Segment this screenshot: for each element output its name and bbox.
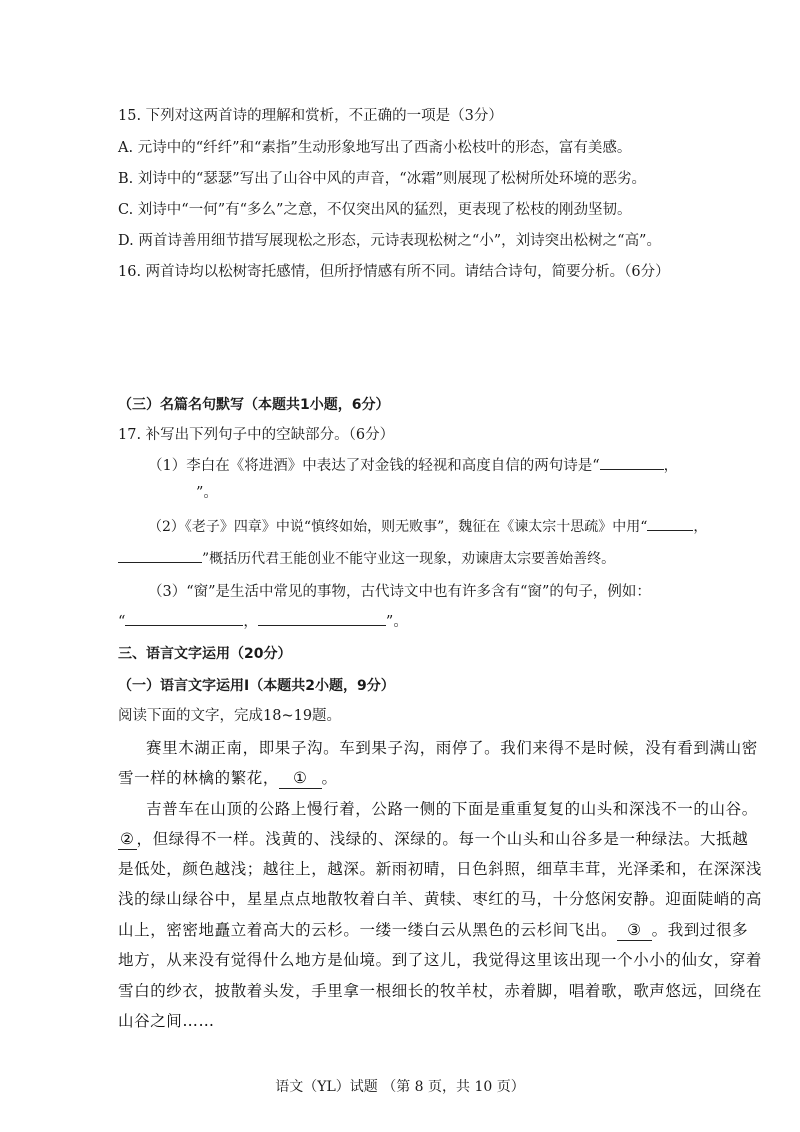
answer-blank[interactable] — [647, 516, 693, 531]
q15-option-a: A. 元诗中的“纤纤”和“素指”生动形象地写出了西斋小松枝叶的形态，富有美感。 — [118, 140, 632, 156]
q17-item-1-cont — [196, 483, 218, 503]
blank-marker-3: ③ — [617, 920, 652, 941]
q17-item-2-cont — [118, 548, 615, 569]
passage-line-2-text: 雪一样的林檎的繁花， — [118, 769, 280, 787]
q17-item-3-cont — [118, 611, 408, 632]
q17-item3-comma: ， — [243, 614, 258, 630]
passage-line-3: 吉普车在山顶的公路上慢行着，公路一侧的下面是重重复复的山头和深浅不一的山谷。 — [146, 800, 758, 818]
passage-line-9: 雪白的纱衣，披散着头发，手里拿一根细长的牧羊杖，赤着脚，唱着歌，歌声悠远，回绕在 — [118, 982, 763, 1000]
passage-line-2-end: 。 — [321, 769, 338, 787]
passage-line-7-end: 。我到过很多 — [651, 921, 749, 939]
q17-item2-rest: ”概括历代君王能创业不能守业这一现象，劝谏唐太宗要善始善终。 — [202, 551, 616, 567]
passage-line-2 — [118, 768, 338, 789]
passage-line-7-text: 山上，密密地矗立着高大的云杉。一缕一缕白云从黑色的云杉间飞出。 — [118, 921, 618, 939]
q17-item1-text: （1）李白在《将进酒》中表达了对金钱的轻视和高度自信的两句诗是“ — [148, 458, 600, 474]
answer-blank[interactable] — [600, 455, 664, 470]
q15-option-c: C. 刘诗中“一何”有“多么”之意，不仅突出风的猛烈，更表现了松枝的刚劲坚韧。 — [118, 202, 632, 218]
answer-blank[interactable] — [118, 548, 202, 563]
passage-line-7 — [118, 920, 748, 941]
q15-option-d: D. 两首诗善用细节措写展现松之形态，元诗表现松树之“小”，刘诗突出松树之“高”。 — [118, 233, 661, 249]
passage-line-4 — [118, 829, 748, 850]
q15-stem: 15. 下列对这两首诗的理解和赏析，不正确的一项是（3分） — [118, 108, 503, 124]
section-heading-dictation: （三）名篇名句默写（本题共1小题，6分） — [118, 397, 390, 413]
q17-item1-comma: ， — [663, 458, 679, 474]
answer-blank[interactable] — [125, 611, 243, 626]
passage-line-8: 地方，从来没有觉得什么地方是仙境。到了这儿，我觉得这里该出现一个小小的仙女，穿着 — [118, 951, 763, 969]
passage-line-1: 赛里木湖正南，即果子沟。车到果子沟，雨停了。我们来得不是时候，没有看到满山密 — [146, 739, 758, 757]
passage-line-10: 山谷之间…… — [118, 1012, 215, 1030]
passage-line-6: 浅的绿山绿谷中，星星点点地散牧着白羊、黄犊、枣红的马，十分悠闲安静。迎面陡峭的高 — [118, 890, 763, 908]
passage-line-5: 是低处，颜色越浅；越往上，越深。新雨初晴，日色斜照，细草丰茸，光泽柔和，在深深浅 — [118, 860, 763, 878]
q17-item1-close: ”。 — [196, 485, 218, 501]
q17-item2-comma: ， — [693, 519, 708, 535]
q17-item-3: （3）“窗”是生活中常见的事物，古代诗文中也有许多含有“窗”的句子，例如： — [148, 584, 651, 600]
reading-instruction: 阅读下面的文字，完成18~19题。 — [118, 708, 342, 724]
part-heading-language-use: 三、语言文字运用（20分） — [118, 646, 292, 662]
page-footer: 语文（YL）试题 （第 8 页，共 10 页） — [275, 1079, 525, 1095]
q16-stem: 16. 两首诗均以松树寄托感情，但所抒情感有所不同。请结合诗句，简要分析。（6分） — [118, 264, 670, 280]
q17-item3-open: “ — [118, 614, 126, 630]
q17-item2-text: （2）《老子》四章》中说“慎终如始，则无败事”，魏征在《谏太宗十思疏》中用“ — [148, 519, 648, 535]
blank-marker-1: ① — [279, 768, 322, 789]
q17-item-2 — [148, 516, 707, 537]
q17-item3-close: ”。 — [385, 614, 408, 630]
section-heading-language-use-1: （一）语言文字运用Ⅰ（本题共2小题，9分） — [118, 678, 395, 694]
blank-marker-2: ② — [120, 830, 135, 848]
passage-line-4-text: ，但绿得不一样。浅黄的、浅绿的、深绿的。每一个山头和山谷多是一种绿法。大抵越 — [136, 830, 749, 848]
q17-stem: 17. 补写出下列句子中的空缺部分。（6分） — [118, 427, 395, 443]
answer-blank[interactable] — [258, 611, 386, 626]
q15-option-b: B. 刘诗中的“瑟瑟”写出了山谷中风的声音，“冰霜”则展现了松树所处环境的恶劣。 — [118, 171, 647, 187]
q17-item-1 — [148, 455, 678, 476]
